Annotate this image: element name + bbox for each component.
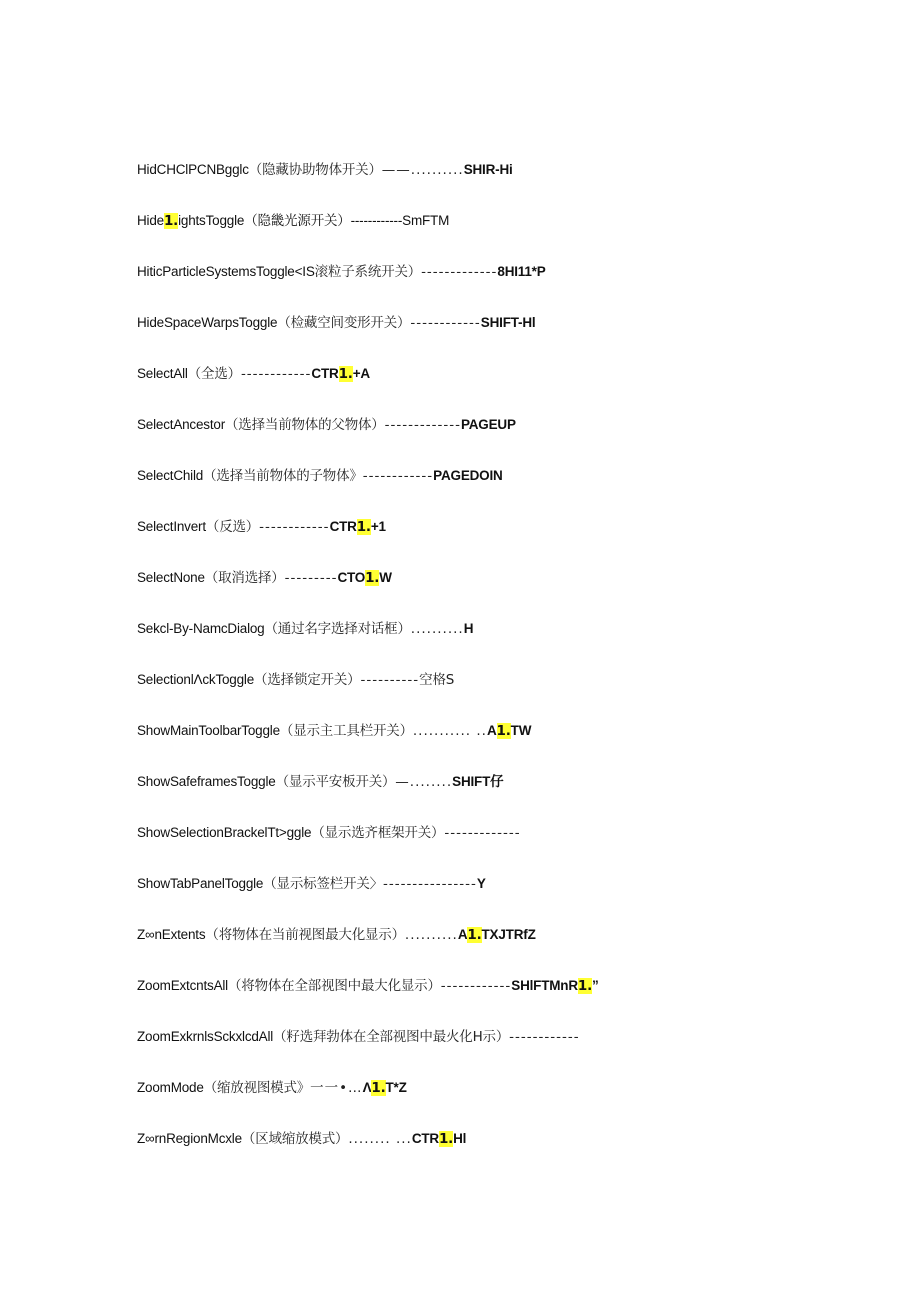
shortcut-line xyxy=(137,515,837,566)
command-name: ShowTabPanelToggle xyxy=(137,876,264,891)
highlighted-text: 1. xyxy=(467,927,482,943)
command-name: ShowSafeframesToggle xyxy=(137,774,276,789)
shortcut-line xyxy=(137,821,837,872)
shortcut-key-suffix: T*Z xyxy=(385,1080,407,1095)
command-name: SelectChild xyxy=(137,468,204,483)
shortcut-line xyxy=(137,260,837,311)
shortcut-key: 8HI11*P xyxy=(497,264,546,279)
command-name: SelectAncestor xyxy=(137,417,225,432)
shortcut-line xyxy=(137,974,837,1025)
shortcut-key: CTR xyxy=(329,519,357,534)
shortcut-line xyxy=(137,872,837,923)
command-description: （选择当前物体的父物体） xyxy=(225,417,385,433)
shortcut-key-suffix: ” xyxy=(592,978,599,993)
highlighted-text: 1. xyxy=(365,570,380,586)
shortcut-key: SHIR-Hi xyxy=(463,162,513,177)
shortcut-line xyxy=(137,464,837,515)
command-name: ShowMainToolbarToggle xyxy=(137,723,280,738)
command-name: SelectNone xyxy=(137,570,205,585)
command-description: （将物体在当前视图最大化显示） xyxy=(205,927,405,943)
shortcut-key: A xyxy=(486,723,497,738)
command-description: （显示标签栏开关〉 xyxy=(263,876,383,892)
dot-leader: ........... .. xyxy=(412,723,487,739)
shortcut-key: CTR xyxy=(411,1131,439,1146)
command-name: ShowSelectionBrackelTt>ggle xyxy=(137,825,312,840)
dot-leader: ------------ xyxy=(240,366,312,382)
highlighted-text: 1. xyxy=(356,519,371,535)
shortcut-key: SHIFT-Hl xyxy=(480,315,536,330)
shortcut-line xyxy=(137,311,837,362)
command-name: HiticParticleSystemsToggle<IS xyxy=(137,264,315,279)
command-description: （全选） xyxy=(187,366,241,382)
command-text-continued: ightsToggle（隐畿光源开关）------------SmFTM xyxy=(178,213,450,228)
shortcut-line xyxy=(137,1025,837,1076)
dot-leader: ------------- xyxy=(384,417,461,433)
shortcut-line xyxy=(137,362,837,413)
dot-leader: 一一•… xyxy=(310,1080,363,1096)
highlighted-text: 1. xyxy=(438,1131,454,1147)
highlighted-text: 1. xyxy=(577,978,593,994)
shortcut-key: H xyxy=(463,621,474,636)
command-name: Sekcl-By-NamcDialog xyxy=(137,621,265,636)
command-description: （显示平安板开关） xyxy=(275,774,396,790)
shortcut-line xyxy=(137,719,837,770)
shortcut-key-suffix: TW xyxy=(510,723,532,738)
command-description: （显示主工具栏开关） xyxy=(279,723,413,739)
shortcut-key: CTO xyxy=(337,570,366,585)
dot-leader: ---------- xyxy=(360,672,420,688)
command-description: （通过名字选择对话框） xyxy=(264,621,411,637)
shortcut-key: PAGEUP xyxy=(460,417,516,432)
command-name: SelectionlΛckToggle xyxy=(137,672,255,687)
command-description: （区域缩放模式） xyxy=(241,1131,349,1147)
highlighted-text: 1. xyxy=(371,1080,386,1096)
command-description: （隐藏协助物体开关） xyxy=(248,162,382,178)
shortcut-key-suffix: W xyxy=(379,570,392,585)
command-description: （籽选拜勃体在全部视图中最火化H示） xyxy=(273,1029,510,1045)
command-description: （反选） xyxy=(205,519,260,535)
shortcut-line xyxy=(137,1127,837,1178)
shortcut-line xyxy=(137,770,837,821)
shortcut-key-suffix: TXJTRfZ xyxy=(481,927,536,942)
dot-leader: ------------- xyxy=(421,264,498,280)
dot-leader: ——.......... xyxy=(381,162,464,178)
highlighted-text: 1. xyxy=(496,723,511,739)
shortcut-line xyxy=(137,566,837,617)
shortcut-key: A xyxy=(457,927,468,942)
shortcut-key: SHIFT仔 xyxy=(452,774,504,789)
command-description: （显示选齐框架开关） xyxy=(311,825,445,841)
command-description: （选择锁定开关） xyxy=(254,672,361,688)
dot-leader: ------------- xyxy=(444,825,521,841)
shortcut-key-suffix: +1 xyxy=(370,519,386,534)
shortcut-key: CTR xyxy=(311,366,339,381)
command-name: SelectInvert xyxy=(137,519,206,534)
shortcut-key: SHlFTMnR xyxy=(511,978,578,993)
dot-leader: ------------ xyxy=(410,315,481,331)
command-description: （将物体在全部视图中最大化显示） xyxy=(227,978,441,994)
shortcut-line xyxy=(137,923,837,974)
dot-leader: —........ xyxy=(395,774,453,790)
shortcut-key: PAGEDOIN xyxy=(433,468,503,483)
dot-leader: .......... xyxy=(404,927,458,943)
command-name: Z∞nExtents xyxy=(137,927,206,942)
dot-leader: ------------ xyxy=(362,468,434,484)
command-name: Hide xyxy=(137,213,164,228)
dot-leader: --------- xyxy=(284,570,338,586)
command-description: 滚粒子系统开关） xyxy=(314,264,422,280)
dot-leader: ........ ... xyxy=(348,1131,412,1147)
highlighted-text: 1. xyxy=(163,213,179,229)
shortcut-line xyxy=(137,1076,837,1127)
command-description: （取消选择） xyxy=(204,570,285,586)
command-name: ZoomExkrnlsSckxlcdAll xyxy=(137,1029,274,1044)
dot-leader: ---------------- xyxy=(382,876,477,892)
shortcut-key-suffix: Hl xyxy=(453,1131,467,1146)
command-name: HideSpaceWarpsToggle xyxy=(137,315,278,330)
command-name: SelectAll xyxy=(137,366,188,381)
command-description: （选择当前物体的子物体》 xyxy=(203,468,363,484)
dot-leader: .......... xyxy=(410,621,464,637)
shortcut-line xyxy=(137,158,837,209)
command-name: ZoomMode xyxy=(137,1080,204,1095)
shortcut-line xyxy=(137,617,837,668)
command-name: ZoomExtcntsAll xyxy=(137,978,228,993)
shortcut-document xyxy=(137,158,837,1178)
shortcut-line xyxy=(137,413,837,464)
dot-leader: ------------ xyxy=(440,978,512,994)
command-description: （检藏空间变形开关） xyxy=(277,315,411,331)
dot-leader: ------------ xyxy=(259,519,330,535)
dot-leader: ------------ xyxy=(509,1029,580,1045)
shortcut-line xyxy=(137,209,837,260)
shortcut-key: 空格S xyxy=(419,672,455,688)
command-name: Z∞rnRegionMcxle xyxy=(137,1131,242,1146)
highlighted-text: 1. xyxy=(338,366,353,382)
command-name: HidCHClPCNBgglc xyxy=(137,162,249,177)
shortcut-key: Λ xyxy=(362,1080,372,1095)
shortcut-key-suffix: +A xyxy=(352,366,370,381)
shortcut-line xyxy=(137,668,837,719)
command-description: （缩放视图模式》 xyxy=(203,1080,311,1096)
shortcut-key: Y xyxy=(476,876,486,891)
